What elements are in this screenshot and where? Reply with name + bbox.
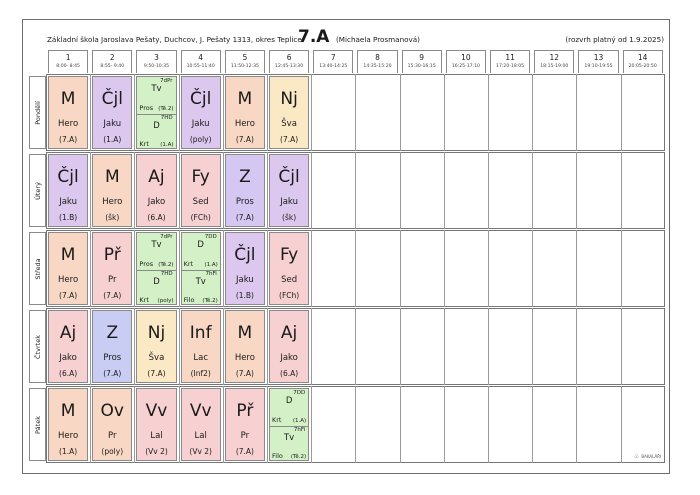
period-header (313, 50, 353, 73)
lesson-room: (7.A) (280, 135, 299, 144)
grid-line (134, 230, 135, 307)
grid-line (223, 230, 224, 307)
lesson-room: (1.A) (103, 135, 122, 144)
period-header (402, 50, 442, 73)
period-time: 15:30-16:15 (407, 64, 436, 69)
lesson-subject: Aj (148, 167, 165, 187)
day-name: Pondělí (33, 100, 42, 125)
period-number: 11 (505, 53, 515, 62)
bakalari-logo (634, 453, 661, 460)
grid-line (311, 230, 312, 307)
grid-line (444, 152, 445, 229)
grid-line (621, 308, 622, 385)
lesson-subject: Tv (151, 84, 162, 94)
lesson-room: (FCh) (279, 291, 300, 300)
lesson-room: (šk) (282, 213, 297, 222)
lesson-subject: M (237, 323, 253, 343)
lesson-subject: Ov (100, 401, 124, 421)
grid-line (311, 152, 312, 229)
period-number: 14 (637, 53, 648, 62)
lesson-subject: Vv (189, 401, 212, 421)
lesson-teacher: Jaku (191, 119, 210, 129)
lesson-cell[interactable] (225, 232, 265, 305)
grid-line (444, 308, 445, 385)
day-name: Středa (33, 257, 42, 280)
day-label (29, 232, 46, 305)
lesson-room: (Inf2) (190, 369, 211, 378)
class-teacher: (Michaela Prosmanová) (336, 35, 420, 44)
grid-line (355, 230, 356, 307)
lesson-teacher: Hero (102, 197, 123, 207)
lesson-room: (6.A) (59, 369, 78, 378)
grid-line (134, 152, 135, 229)
grid-line (179, 152, 180, 229)
lesson-teacher: Šva (281, 119, 297, 129)
grid-line (488, 152, 489, 229)
lesson-teacher: Lac (193, 353, 208, 363)
grid-line (90, 152, 91, 229)
grid-line (267, 152, 268, 229)
lesson-group[interactable] (137, 270, 175, 306)
grid-line (576, 74, 577, 151)
day-name: Čtvrtek (33, 334, 42, 359)
lesson-cell[interactable] (92, 76, 132, 149)
lesson-subject: Aj (280, 323, 298, 343)
period-header (48, 50, 88, 73)
lesson-room: (poly) (101, 447, 124, 456)
lesson-cell[interactable] (48, 310, 88, 383)
lesson-cell[interactable] (136, 154, 176, 227)
grid-line (267, 230, 268, 307)
lesson-teacher: Jako (280, 353, 298, 363)
lesson-cell[interactable] (136, 232, 176, 305)
lesson-subject: Nj (280, 89, 298, 109)
lesson-room: (7.A) (235, 135, 254, 144)
period-number: 8 (375, 53, 380, 62)
lesson-subject: D (285, 396, 293, 406)
grid-line (488, 74, 489, 151)
lesson-cell[interactable] (225, 388, 265, 461)
lesson-subject: Čjl (190, 89, 212, 109)
lesson-teacher: Krt (272, 415, 282, 424)
lesson-teacher: Lal (150, 431, 163, 441)
grid-line (400, 386, 401, 463)
period-number: 2 (109, 53, 115, 62)
lesson-room: (Tě.2) (202, 298, 218, 304)
grid-line (355, 74, 356, 151)
lesson-room: (poly) (189, 135, 212, 144)
lesson-subject: M (60, 401, 76, 421)
lesson-subject: Inf (189, 323, 212, 343)
period-time: 14:35-15:20 (363, 64, 392, 69)
lesson-subject: Př (236, 401, 254, 421)
lesson-cell[interactable] (48, 154, 88, 227)
group-code: 7HD (160, 270, 173, 277)
lesson-subject: Tv (283, 432, 295, 443)
grid-line (400, 74, 401, 151)
grid-line (488, 230, 489, 307)
grid-line (576, 230, 577, 307)
lesson-teacher: Jaku (59, 197, 77, 207)
grid-line (311, 386, 312, 463)
period-header (534, 50, 574, 73)
lesson-room: (1.B) (235, 291, 254, 300)
period-header (357, 50, 397, 73)
lesson-subject: Z (106, 323, 119, 343)
grid-line (355, 308, 356, 385)
grid-line (134, 308, 135, 385)
lesson-cell[interactable] (92, 232, 132, 305)
day-name: Úterý (33, 181, 42, 200)
class-title: 7.A (298, 27, 330, 47)
period-number: 1 (65, 53, 71, 62)
lesson-cell[interactable] (225, 154, 265, 227)
lesson-cell[interactable] (269, 232, 309, 305)
lesson-room: (Vv 2) (189, 447, 212, 456)
grid-line (400, 230, 401, 307)
period-header (269, 50, 309, 73)
lesson-teacher: Lal (194, 431, 207, 441)
lesson-teacher: Jaku (280, 197, 298, 207)
lesson-cell[interactable] (181, 388, 221, 461)
lesson-teacher: Pr (108, 431, 117, 441)
period-time: 13:40-14:25 (319, 64, 348, 69)
lesson-room: (7.A) (235, 369, 254, 378)
lesson-teacher: Hero (234, 353, 255, 363)
group-code: 7hFi (293, 426, 306, 433)
group-code: 7dPr (160, 78, 173, 84)
period-header (490, 50, 530, 73)
lesson-cell[interactable] (181, 76, 221, 149)
lesson-teacher: Hero (58, 119, 79, 129)
grid-line (90, 230, 91, 307)
grid-line (90, 308, 91, 385)
lesson-room: (1.A) (204, 261, 218, 268)
lesson-teacher: Jaku (103, 119, 122, 129)
period-number: 3 (154, 53, 159, 62)
grid-line (267, 386, 268, 463)
day-label (29, 154, 46, 227)
lesson-subject: M (60, 89, 76, 109)
lesson-subject: Aj (59, 323, 77, 343)
lesson-room: (Vv 2) (145, 447, 168, 456)
grid-line (576, 386, 577, 463)
period-time: 20:05-20:50 (628, 64, 657, 69)
period-number: 12 (549, 53, 560, 62)
group-code: 7hFi (205, 270, 217, 277)
grid-line (400, 152, 401, 229)
grid-line (488, 308, 489, 385)
lesson-subject: Nj (147, 323, 166, 343)
lesson-teacher: Krt (139, 140, 149, 148)
lesson-teacher: Krt (139, 296, 149, 304)
lesson-room: (7.A) (59, 135, 78, 144)
period-time: 8:00- 8:45 (56, 64, 80, 69)
lesson-group[interactable] (182, 233, 220, 270)
period-number: 13 (593, 53, 604, 62)
grid-line (532, 74, 533, 151)
lesson-teacher: Pros (235, 197, 254, 207)
lesson-cell[interactable] (269, 388, 309, 461)
lesson-subject: Tv (195, 276, 206, 287)
lesson-cell[interactable] (181, 232, 221, 305)
grid-line (532, 230, 533, 307)
lesson-teacher: Pr (108, 275, 117, 285)
lesson-teacher: Sed (192, 197, 209, 207)
grid-line (311, 74, 312, 151)
period-time: 10:55-11:40 (186, 64, 215, 69)
school-name: Základní škola Jaroslava Pešaty, Duchcov, J. Pešaty 1313, okres Teplice (47, 35, 302, 44)
lesson-cell[interactable] (181, 154, 221, 227)
bakalari-logo-icon: ♧ (634, 453, 640, 460)
lesson-teacher: Filo (272, 452, 283, 460)
lesson-subject: Čjl (278, 167, 300, 187)
day-label (29, 388, 46, 461)
period-header (578, 50, 618, 73)
lesson-group[interactable] (137, 233, 175, 270)
grid-line (267, 74, 268, 151)
grid-line (621, 230, 622, 307)
lesson-room: (1.A) (160, 142, 174, 148)
lesson-room: (7.A) (59, 291, 78, 300)
lesson-room: (6.A) (147, 213, 166, 222)
grid-line (488, 386, 489, 463)
lesson-subject: M (60, 245, 76, 265)
lesson-teacher: Pr (240, 431, 250, 441)
group-code: 7DD (293, 390, 306, 396)
lesson-room: (poly) (157, 298, 174, 304)
lesson-cell[interactable] (136, 388, 176, 461)
split-divider (182, 270, 220, 271)
lesson-subject: M (237, 89, 253, 109)
lesson-room: (7.A) (235, 447, 254, 456)
period-number: 5 (242, 53, 248, 62)
group-code: 7dPr (160, 234, 173, 240)
lesson-subject: Čjl (57, 167, 79, 187)
grid-line (267, 308, 268, 385)
grid-line (621, 74, 622, 151)
period-header (181, 50, 221, 73)
period-number: 9 (419, 53, 425, 62)
lesson-cell[interactable] (48, 232, 88, 305)
grid-line (444, 230, 445, 307)
lesson-subject: D (153, 276, 160, 287)
split-divider (137, 114, 175, 115)
lesson-group[interactable] (270, 426, 308, 462)
group-code: 7DD (204, 234, 217, 240)
lesson-teacher: Pros (103, 353, 122, 363)
lesson-subject: D (153, 120, 160, 131)
lesson-room: (Tě.2) (290, 454, 307, 460)
day-label (29, 310, 46, 383)
period-time: 12:45-13:30 (275, 64, 304, 69)
lesson-subject: Př (103, 245, 121, 265)
lesson-cell[interactable] (136, 310, 176, 383)
period-number: 10 (461, 53, 471, 62)
lesson-teacher: Pros (139, 259, 154, 268)
lesson-room: (6.A) (280, 369, 299, 378)
lesson-cell[interactable] (136, 76, 176, 149)
lesson-cell[interactable] (48, 76, 88, 149)
lesson-room: (7.A) (147, 369, 166, 378)
lesson-room: (FCh) (190, 213, 211, 222)
grid-line (355, 386, 356, 463)
lesson-teacher: Hero (58, 275, 79, 285)
grid-line (444, 74, 445, 151)
lesson-cell[interactable] (269, 154, 309, 227)
grid-line (90, 74, 91, 151)
lesson-cell[interactable] (92, 388, 132, 461)
lesson-cell[interactable] (48, 388, 88, 461)
lesson-room: (1.A) (292, 417, 307, 424)
lesson-cell[interactable] (225, 310, 265, 383)
lesson-teacher: Filo (183, 296, 195, 304)
lesson-group[interactable] (182, 270, 220, 306)
group-code: 7HD (160, 114, 173, 121)
lesson-subject: Fy (191, 167, 210, 187)
period-time: 11:50-12:35 (230, 64, 259, 69)
grid-line (444, 386, 445, 463)
grid-line (223, 386, 224, 463)
period-time: 19:10-19:55 (584, 64, 613, 69)
grid-line (532, 308, 533, 385)
grid-line (311, 308, 312, 385)
grid-line (223, 308, 224, 385)
grid-line (134, 386, 135, 463)
lesson-teacher: Krt (183, 259, 194, 268)
lesson-cell[interactable] (225, 76, 265, 149)
lesson-teacher: Pros (139, 103, 154, 112)
grid-line (179, 74, 180, 151)
period-number: 4 (198, 53, 204, 62)
period-number: 7 (330, 53, 336, 62)
grid-line (179, 308, 180, 385)
period-time: 17:20-18:05 (496, 64, 525, 69)
lesson-room: (1.B) (59, 213, 78, 222)
grid-line (90, 386, 91, 463)
lesson-subject: D (197, 240, 204, 250)
grid-line (532, 386, 533, 463)
period-time: 9:50-10:35 (143, 64, 170, 69)
lesson-room: (šk) (105, 213, 120, 222)
grid-line (223, 74, 224, 151)
grid-line (179, 386, 180, 463)
period-header (446, 50, 486, 73)
lesson-room: (7.A) (103, 369, 122, 378)
lesson-room: (Tě.2) (158, 261, 174, 268)
lesson-cell[interactable] (92, 154, 132, 227)
lesson-cell[interactable] (181, 310, 221, 383)
logo-text: BAKALÁŘI (641, 454, 662, 459)
lesson-teacher: Šva (148, 353, 165, 363)
lesson-subject: Fy (279, 245, 299, 265)
validity-note: (rozvrh platný od 1.9.2025) (565, 35, 664, 44)
lesson-cell[interactable] (269, 310, 309, 383)
grid-line (355, 152, 356, 229)
lesson-room: (7.A) (103, 291, 122, 300)
lesson-teacher: Sed (281, 275, 298, 285)
period-time: 16:25-17:10 (451, 64, 480, 69)
lesson-subject: Tv (151, 240, 162, 250)
lesson-teacher: Hero (58, 431, 79, 441)
grid-line (179, 230, 180, 307)
lesson-cell[interactable] (269, 76, 309, 149)
lesson-group[interactable] (137, 114, 175, 150)
period-header (623, 50, 663, 73)
day-label (29, 76, 46, 149)
period-header (136, 50, 176, 73)
grid-line (576, 152, 577, 229)
lesson-group[interactable] (137, 77, 175, 114)
grid-line (223, 152, 224, 229)
period-header (92, 50, 132, 73)
lesson-subject: Čjl (234, 245, 256, 265)
lesson-subject: M (104, 167, 120, 187)
lesson-room: (Tě.2) (158, 105, 174, 112)
grid-line (400, 308, 401, 385)
lesson-group[interactable] (270, 389, 308, 426)
period-time: 18:15-19:00 (540, 64, 569, 69)
lesson-teacher: Hero (234, 119, 255, 129)
lesson-cell[interactable] (92, 310, 132, 383)
day-name: Pátek (33, 415, 42, 434)
lesson-subject: Z (239, 167, 251, 187)
grid-line (621, 386, 622, 463)
period-header (225, 50, 265, 73)
lesson-teacher: Jako (147, 197, 166, 207)
grid-line (134, 74, 135, 151)
split-divider (270, 426, 308, 427)
split-divider (137, 270, 175, 271)
lesson-teacher: Jaku (236, 275, 254, 285)
grid-line (621, 152, 622, 229)
period-time: 8:55- 9:40 (100, 64, 125, 69)
lesson-teacher: Jako (59, 353, 77, 363)
lesson-subject: Vv (145, 401, 168, 421)
grid-line (532, 152, 533, 229)
period-number: 6 (286, 53, 292, 62)
lesson-subject: Čjl (101, 89, 123, 109)
lesson-room: (1.A) (59, 447, 78, 456)
grid-line (576, 308, 577, 385)
lesson-room: (7.A) (235, 213, 254, 222)
